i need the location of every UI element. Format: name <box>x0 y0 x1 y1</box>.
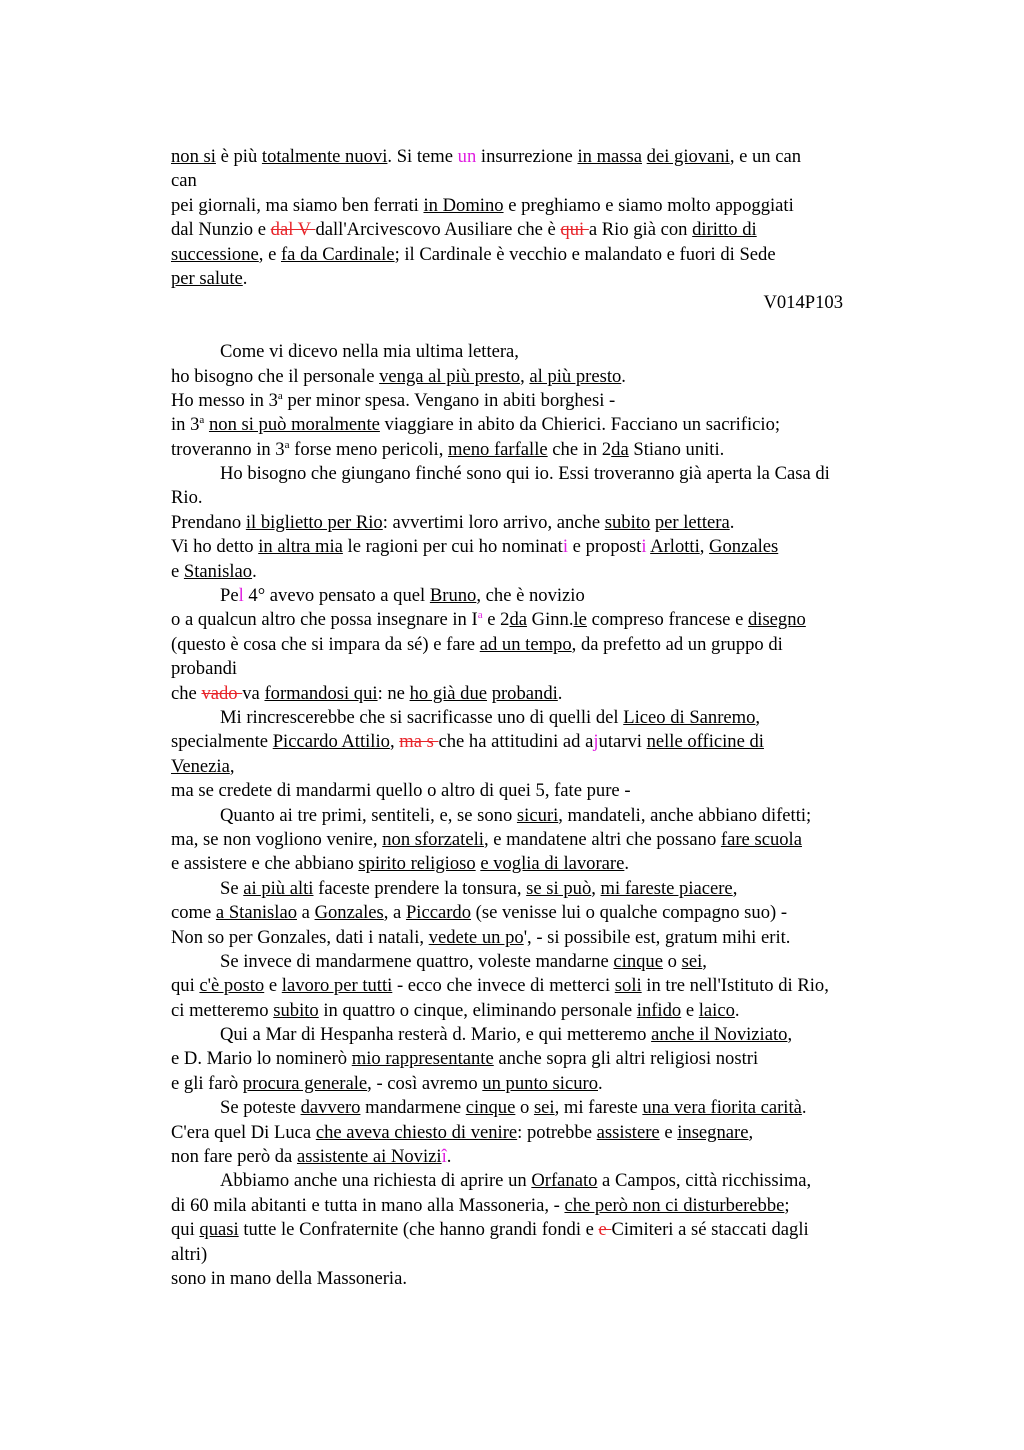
text-run: ; il Cardinale è vecchio e malandato e fuori di Sede <box>394 243 776 265</box>
text-run: faceste prendere la tonsura, <box>313 877 527 899</box>
text-line <box>171 974 911 998</box>
text-run: . <box>598 1072 603 1094</box>
text-run: , e mandatene altri che possano <box>483 828 721 850</box>
underlined-text: Orfanato <box>531 1170 598 1192</box>
text-line <box>171 779 911 803</box>
text-run: Non so per Gonzales, dati i natali, <box>171 926 429 948</box>
underlined-text: a Stanislao <box>215 902 297 924</box>
superscript: a <box>199 414 205 427</box>
text-line <box>171 267 911 291</box>
text-run: , che è novizio <box>476 585 585 607</box>
text-line <box>171 755 911 779</box>
text-run: Ho messo in 3 <box>171 389 278 411</box>
text-line <box>171 486 911 510</box>
underlined-text: subito <box>273 999 319 1021</box>
deleted-text: e <box>598 1219 612 1241</box>
text-run: : avvertimi loro arrivo, anche <box>382 511 605 533</box>
text-run: forse meno pericoli, <box>289 438 449 460</box>
underlined-text: e voglia di lavorare <box>480 853 625 875</box>
underlined-text: ad un tempo <box>479 633 572 655</box>
text-run: e <box>171 560 184 582</box>
underlined-text: per salute <box>171 267 243 289</box>
text-run: , <box>755 706 761 728</box>
text-run: che in 2 <box>547 438 612 460</box>
text-run: e <box>681 999 699 1021</box>
text-run: , - così avremo <box>367 1072 483 1094</box>
text-run: : ne <box>377 682 410 704</box>
text-run: , <box>702 950 707 972</box>
underlined-text: una vera fiorita carità <box>642 1097 802 1119</box>
text-run: qui <box>171 975 200 997</box>
text-run: (se venisse lui o qualche compagno suo) - <box>471 902 788 924</box>
text-run: e <box>659 1121 678 1143</box>
text-run: altri) <box>171 1243 208 1265</box>
underlined-text: spirito religioso <box>358 853 476 875</box>
underlined-text: al più presto <box>529 365 622 387</box>
text-run: , <box>732 877 738 899</box>
text-run: per minor spesa. Vengano in abiti borghesi - <box>282 389 616 411</box>
underlined-text: cinque <box>465 1097 516 1119</box>
underlined-text: Gonzales <box>709 536 779 558</box>
text-run: , <box>748 1121 754 1143</box>
text-run: Quanto ai tre primi, sentiteli, e, se sono <box>220 804 517 826</box>
text-line <box>171 1023 911 1047</box>
text-run: tutte le Confraternite (che hanno grandi fondi e <box>238 1219 599 1241</box>
text-run: di 60 mila abitanti e tutta in mano alla Massoneria, - <box>171 1194 565 1216</box>
text-run: , <box>389 731 400 753</box>
text-run: , mi fareste <box>554 1097 643 1119</box>
underlined-text: sei <box>533 1097 555 1119</box>
text-run: , a <box>383 902 406 924</box>
underlined-text: il biglietto per Rio <box>245 511 383 533</box>
text-line <box>171 1169 911 1193</box>
underlined-text: non si <box>171 146 216 167</box>
inserted-text: l <box>238 585 244 607</box>
text-run: - ecco che invece di metterci <box>392 975 615 997</box>
text-line <box>171 462 911 486</box>
text-run: o a qualcun altro che possa insegnare in I <box>171 609 478 631</box>
underlined-text: dei giovani <box>646 146 730 167</box>
underlined-text: vedete un po <box>428 926 524 948</box>
text-run: ho bisogno che il personale <box>171 365 380 387</box>
text-line <box>171 730 911 754</box>
text-line <box>171 243 911 267</box>
text-line <box>171 218 911 242</box>
underlined-text: totalmente nuovi <box>261 146 388 167</box>
text-run: C'era quel Di Luca <box>171 1121 316 1143</box>
text-run: e D. Mario lo nominerò <box>171 1048 352 1070</box>
underlined-text: venga al più presto <box>379 365 521 387</box>
underlined-text: lavoro per tutti <box>281 975 393 997</box>
underlined-text: davvero <box>300 1097 361 1119</box>
text-run: Se <box>220 877 244 899</box>
underlined-text: disegno <box>747 609 806 631</box>
page-code: V014P103 <box>763 292 843 314</box>
text-run: utarvi <box>598 731 647 753</box>
text-line <box>171 1072 911 1096</box>
text-line <box>171 682 911 706</box>
underlined-text: soli <box>614 975 642 997</box>
text-run: . <box>557 682 563 704</box>
text-run: Prendano <box>171 511 246 533</box>
text-run: specialmente <box>171 731 273 753</box>
text-line <box>171 901 911 925</box>
text-run: qui <box>171 1219 200 1241</box>
text-run: , e un can <box>729 146 802 167</box>
underlined-text: che però non ci disturberebbe <box>564 1194 785 1216</box>
text-line <box>171 535 911 559</box>
underlined-text: Gonzales <box>314 902 384 924</box>
text-run: Se poteste <box>220 1097 301 1119</box>
underlined-text: fa da Cardinale <box>280 243 395 265</box>
text-line <box>171 828 911 852</box>
underlined-text: in Domino <box>423 194 504 216</box>
underlined-text: mio rappresentante <box>351 1048 494 1070</box>
underlined-text: se si può <box>526 877 592 899</box>
text-run: e <box>264 975 282 997</box>
deleted-text: dal V <box>270 219 316 241</box>
text-line <box>171 1243 911 1267</box>
text-run: . <box>446 1146 452 1168</box>
paragraph-gap <box>171 316 911 340</box>
superscript: a <box>284 438 290 451</box>
text-run: Se invece di mandarmene quattro, voleste mandarne <box>220 950 614 972</box>
text-run: sono in mano della Massoneria. <box>171 1267 407 1289</box>
text-run: e 2 <box>482 609 510 631</box>
text-run: Ho bisogno che giungano finché sono qui io. Essi troveranno già aperta la Casa di <box>220 463 830 485</box>
text-run: le ragioni per cui ho nominat <box>342 536 563 558</box>
text-run: ; <box>784 1194 790 1216</box>
text-run: in 3 <box>171 414 200 436</box>
underlined-text: quasi <box>199 1219 239 1241</box>
text-run: Vi ho detto <box>171 536 259 558</box>
underlined-text: un punto sicuro <box>482 1072 598 1094</box>
text-run: : potrebbe <box>517 1121 597 1143</box>
underlined-text: le <box>573 609 587 631</box>
inserted-text: un <box>457 146 477 167</box>
underlined-text: mi fareste piacere <box>600 877 733 899</box>
underlined-text: c'è posto <box>199 975 265 997</box>
text-line <box>171 1047 911 1071</box>
underlined-text: successione <box>171 243 259 265</box>
underlined-text: Piccardo <box>405 902 472 924</box>
text-run: ', - si possibile est, gratum mihi erit. <box>523 926 791 948</box>
text-run: va <box>242 682 265 704</box>
text-line <box>171 389 911 413</box>
text-run: a <box>297 902 315 924</box>
text-line <box>171 169 911 193</box>
text-line <box>171 633 911 657</box>
text-line <box>171 1145 911 1169</box>
text-run: . <box>621 365 626 387</box>
text-line <box>171 365 911 389</box>
text-line <box>171 340 911 364</box>
text-line <box>171 584 911 608</box>
text-line <box>171 1218 911 1242</box>
text-run: Qui a Mar di Hespanha resterà d. Mario, e qui metteremo <box>220 1024 652 1046</box>
text-run: e preghiamo e siamo molto appoggiati <box>503 194 794 216</box>
text-run: . Si teme <box>387 146 458 167</box>
underlined-text: non sforzateli <box>382 828 484 850</box>
text-line <box>171 194 911 218</box>
text-run: Come vi dicevo nella mia ultima lettera, <box>220 341 519 363</box>
text-run: . <box>734 999 740 1021</box>
text-run: e propost <box>568 536 642 558</box>
text-line <box>171 1267 911 1291</box>
deleted-text: vado <box>201 682 243 704</box>
text-line <box>171 804 911 828</box>
underlined-text: che aveva chiesto di venire <box>315 1121 518 1143</box>
text-run: in tre nell'Istituto di Rio, <box>641 975 829 997</box>
underlined-text: Piccardo Attilio <box>272 731 390 753</box>
text-run: . <box>729 511 735 533</box>
text-line <box>171 706 911 730</box>
superscript: a <box>477 609 483 622</box>
underlined-text: non si può moralmente <box>208 414 380 436</box>
text-run: a Campos, città ricchissima, <box>597 1170 812 1192</box>
text-run: compreso francese e <box>586 609 748 631</box>
text-run: , da prefetto ad un gruppo di <box>571 633 783 655</box>
text-run: come <box>171 902 216 924</box>
text-run: ma se credete di mandarmi quello o altro di quei 5, fate pure - <box>171 780 631 802</box>
underlined-text: assistente ai Novizi <box>296 1146 442 1168</box>
underlined-text: ai più alti <box>243 877 314 899</box>
text-run: Mi rincrescerebbe che si sacrificasse uno di quelli del <box>220 706 624 728</box>
underlined-text: Bruno <box>429 585 477 607</box>
text-run: viaggiare in abito da Chierici. Facciano un sacrificio; <box>379 414 781 436</box>
text-line <box>171 1096 911 1120</box>
text-run: Pe <box>220 585 239 607</box>
text-run: dall'Arcivescovo Ausiliare che è <box>315 219 561 241</box>
underlined-text: Liceo di Sanremo <box>623 706 756 728</box>
text-run: Abbiamo anche una richiesta di aprire un <box>220 1170 532 1192</box>
underlined-text: Arlotti <box>650 536 700 558</box>
text-line <box>171 438 911 462</box>
text-run: Rio. <box>171 487 203 509</box>
text-line <box>171 1121 911 1145</box>
deleted-text: ma s <box>399 731 439 753</box>
underlined-text: nelle officine di <box>646 731 764 753</box>
text-line <box>171 145 911 169</box>
underlined-text: formandosi qui <box>264 682 378 704</box>
text-run: o <box>662 950 682 972</box>
text-line <box>171 852 911 876</box>
underlined-text: ho già due <box>409 682 488 704</box>
underlined-text: insegnare <box>677 1121 749 1143</box>
text-line <box>171 560 911 584</box>
inserted-text: j <box>593 731 599 753</box>
text-run: Ginn. <box>527 609 574 631</box>
text-run: , <box>787 1024 793 1046</box>
text-run: , <box>229 755 235 777</box>
underlined-text: anche il Noviziato <box>651 1024 788 1046</box>
text-run: non fare però da <box>171 1146 297 1168</box>
text-run: , mandateli, anche abbiano difetti; <box>558 804 812 826</box>
text-run: . <box>624 853 630 875</box>
underlined-text: da <box>611 438 629 460</box>
text-run: . <box>252 560 257 582</box>
text-line <box>171 877 911 901</box>
underlined-text: laico <box>698 999 735 1021</box>
underlined-text: sei <box>681 950 703 972</box>
underlined-text: sicuri <box>516 804 559 826</box>
underlined-text: infido <box>636 999 682 1021</box>
text-line <box>171 511 911 535</box>
text-run: dal Nunzio e <box>171 219 271 241</box>
underlined-text: assistere <box>596 1121 660 1143</box>
underlined-text: in massa <box>577 146 643 167</box>
text-run: , <box>699 536 710 558</box>
text-run: Stiano uniti. <box>628 438 725 460</box>
text-run: Cimiteri a sé staccati dagli <box>611 1219 809 1241</box>
underlined-text: fare scuola <box>720 828 802 850</box>
text-line <box>171 413 911 437</box>
underlined-text: diritto di <box>692 219 757 241</box>
text-line <box>171 608 911 632</box>
underlined-text: probandi <box>491 682 558 704</box>
superscript: a <box>277 389 283 402</box>
text-line <box>171 950 911 974</box>
letter-body <box>171 145 911 1291</box>
underlined-text: cinque <box>613 950 663 972</box>
text-run: ma, se non vogliono venire, <box>171 828 383 850</box>
text-run: che ha attitudini ad a <box>438 731 594 753</box>
text-run: e gli farò <box>171 1072 243 1094</box>
text-run: anche sopra gli altri religiosi nostri <box>493 1048 759 1070</box>
text-line <box>171 657 911 681</box>
text-run: è più <box>215 146 262 167</box>
underlined-text: subito <box>604 511 651 533</box>
text-run: a Rio già con <box>588 219 693 241</box>
text-run: 4° avevo pensato a quel <box>243 585 430 607</box>
underlined-text: per lettera <box>654 511 730 533</box>
underlined-text: procura generale <box>242 1072 368 1094</box>
deleted-text: qui <box>560 219 589 241</box>
text-run: in quattro o cinque, eliminando personale <box>318 999 637 1021</box>
text-line <box>171 1194 911 1218</box>
underlined-text: Venezia <box>171 755 230 777</box>
text-run: (questo è cosa che si impara da sé) e fare <box>171 633 480 655</box>
text-run: e assistere e che abbiano <box>171 853 359 875</box>
text-run: , e <box>258 243 281 265</box>
inserted-text: i <box>641 536 647 558</box>
text-run: troveranno in 3 <box>171 438 285 460</box>
inserted-text: i <box>562 536 569 558</box>
text-run: ci metteremo <box>171 999 274 1021</box>
text-run: pei giornali, ma siamo ben ferrati <box>171 194 424 216</box>
text-run: , <box>591 877 601 899</box>
text-run: insurrezione <box>476 146 578 167</box>
underlined-text: da <box>509 609 528 631</box>
text-run: can <box>171 170 197 192</box>
text-run: . <box>242 267 248 289</box>
text-run: che <box>171 682 202 704</box>
underlined-text: in altra mia <box>258 536 343 558</box>
text-run: probandi <box>171 658 238 680</box>
text-run: , <box>520 365 530 387</box>
text-line <box>171 999 911 1023</box>
text-run: mandarmene <box>360 1097 466 1119</box>
underlined-text: meno farfalle <box>448 438 548 460</box>
inserted-text: î <box>441 1146 447 1168</box>
text-run: o <box>515 1097 534 1119</box>
text-run: . <box>801 1097 807 1119</box>
text-line <box>171 926 911 950</box>
underlined-text: Stanislao <box>183 560 253 582</box>
